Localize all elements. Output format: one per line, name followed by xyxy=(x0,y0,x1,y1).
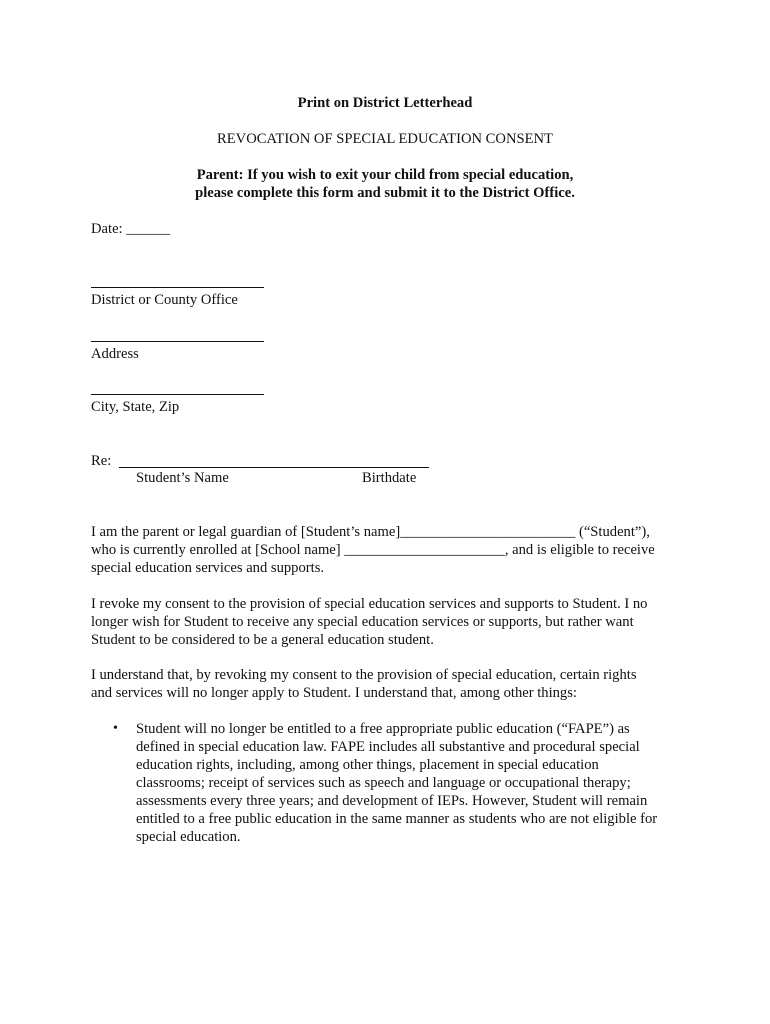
re-label: Re: xyxy=(91,453,112,469)
paragraph-line: who is currently enrolled at [School name] ______________________, and is eligible to receive xyxy=(91,542,655,558)
paragraph-line: special education services and supports. xyxy=(91,560,325,576)
letterhead-note: Print on District Letterhead xyxy=(297,95,473,111)
student-info-line xyxy=(119,467,429,468)
bullet-line: Student will no longer be entitled to a free appropriate public education (“FAPE”) as xyxy=(136,721,630,737)
bullet-line: special education. xyxy=(136,829,241,845)
form-title: REVOCATION OF SPECIAL EDUCATION CONSENT xyxy=(217,131,553,147)
paragraph-line: Student to be considered to be a general education student. xyxy=(91,632,434,648)
instruction-line-1: Parent: If you wish to exit your child from special education, xyxy=(196,167,574,183)
bullet-line: entitled to a free public education in the same manner as students who are not eligible for xyxy=(136,811,658,827)
address-label: Address xyxy=(91,346,139,362)
instruction-line-2: please complete this form and submit it to the District Office. xyxy=(195,185,575,201)
bullet-item-fape xyxy=(136,720,657,846)
district-label: District or County Office xyxy=(91,292,238,308)
birthdate-label: Birthdate xyxy=(362,470,417,486)
district-line xyxy=(91,287,264,288)
paragraph-revoke xyxy=(91,595,691,649)
city-line xyxy=(91,394,264,395)
paragraph-line: longer wish for Student to receive any special education services or supports, but rather want xyxy=(91,614,634,630)
paragraph-line: and services will no longer apply to Student. I understand that, among other things: xyxy=(91,685,577,701)
student-name-label: Student’s Name xyxy=(136,470,229,486)
paragraph-line: I am the parent or legal guardian of [Student’s name]________________________ (“Student”), xyxy=(91,524,650,540)
paragraph-line: I understand that, by revoking my consent to the provision of special education, certain rights xyxy=(91,667,637,683)
paragraph-line: I revoke my consent to the provision of special education services and supports to Student. I no xyxy=(91,596,648,612)
paragraph-understand xyxy=(91,666,691,702)
bullet-line: education rights, including, among other things, placement in special education xyxy=(136,757,599,773)
bullet-line: defined in special education law. FAPE includes all substantive and procedural special xyxy=(136,739,640,755)
address-line xyxy=(91,341,264,342)
bullet-line: classrooms; receipt of services such as speech and language or occupational therapy; xyxy=(136,775,631,791)
paragraph-guardian xyxy=(91,523,691,577)
city-label: City, State, Zip xyxy=(91,399,180,415)
date-field: Date: ______ xyxy=(91,221,171,237)
bullet-icon: • xyxy=(113,721,118,736)
bullet-line: assessments every three years; and development of IEPs. However, Student will remain xyxy=(136,793,648,809)
